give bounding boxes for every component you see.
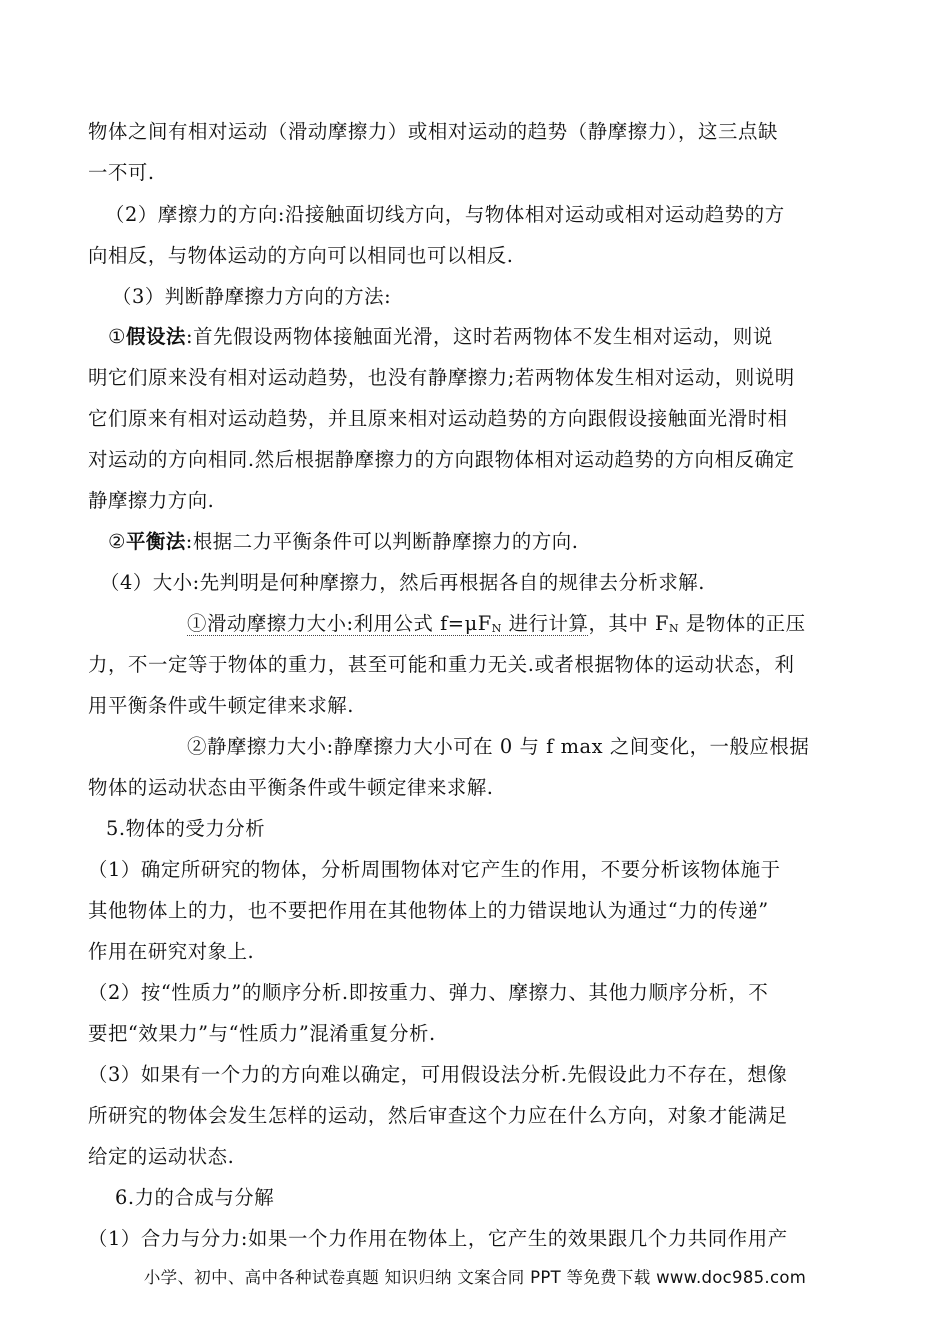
page-footer: 小学、初中、高中各种试卷真题 知识归纳 文案合同 PPT 等免费下载 www.doc985.com [143,1268,807,1287]
bold-term: 假设法 [125,325,186,348]
text-line: 对运动的方向相同.然后根据静摩擦力的方向跟物体相对运动趋势的方向相反确定 [88,448,795,471]
section-heading: 6.力的合成与分解 [115,1186,275,1209]
text-line-sliding-friction [187,610,950,643]
underlined-formula: ①滑动摩擦力大小:利用公式 f=μFN 进行计算 [187,612,589,635]
text-line: 给定的运动状态. [88,1145,235,1168]
text-line: 力，不一定等于物体的重力，甚至可能和重力无关.或者根据物体的运动状态，利 [88,653,795,676]
text-line: 要把“效果力”与“性质力”混淆重复分析. [88,1022,436,1045]
text-line-hypothesis-method [108,323,950,351]
text-span: 是物体的正压 [679,612,806,635]
text-line: 物体之间有相对运动（滑动摩擦力）或相对运动的趋势（静摩擦力），这三点缺 [88,120,778,143]
text-line: 用平衡条件或牛顿定律来求解. [88,694,354,717]
text-line: 静摩擦力方向. [88,489,215,512]
text-span: :首先假设两物体接触面光滑，这时若两物体不发生相对运动，则说 [185,325,773,348]
text-line: 物体的运动状态由平衡条件或牛顿定律来求解. [88,776,494,799]
text-line: 一不可. [88,161,155,184]
bold-term: 平衡法 [125,530,186,553]
text-line: ②静摩擦力大小:静摩擦力大小可在 0 与 f max 之间变化，一般应根据 [187,735,810,758]
section-heading: 5.物体的受力分析 [106,817,266,840]
subscript: N [668,622,680,635]
text-line: （3）如果有一个力的方向难以确定，可用假设法分析.先假设此力不存在，想像 [88,1063,788,1086]
text-line: 它们原来有相对运动趋势，并且原来相对运动趋势的方向跟假设接触面光滑时相 [88,407,788,430]
text-line: 明它们原来没有相对运动趋势，也没有静摩擦力;若两物体发生相对运动，则说明 [88,366,795,389]
text-line: （2）摩擦力的方向:沿接触面切线方向，与物体相对运动或相对运动趋势的方 [105,203,785,226]
text-line: （2）按“性质力”的顺序分析.即按重力、弹力、摩擦力、其他力顺序分析，不 [88,981,769,1004]
text-line: （4）大小:先判明是何种摩擦力，然后再根据各自的规律去分析求解. [100,571,705,594]
text-line: （1）合力与分力:如果一个力作用在物体上，它产生的效果跟几个力共同作用产 [88,1227,788,1250]
text-line: 向相反，与物体运动的方向可以相同也可以相反. [88,244,514,267]
text-span: ，其中 F [588,612,669,635]
text-line: 所研究的物体会发生怎样的运动，然后审查这个力应在什么方向，对象才能满足 [88,1104,788,1127]
text-line: 其他物体上的力，也不要把作用在其他物体上的力错误地认为通过“力的传递” [88,899,769,922]
text-span: :根据二力平衡条件可以判断静摩擦力的方向. [185,530,579,553]
circled-number: ① [108,325,126,348]
circled-number: ② [108,530,126,553]
text-line-balance-method [108,528,950,556]
text-line: 作用在研究对象上. [88,940,255,963]
text-line: （3）判断静摩擦力方向的方法: [112,285,392,308]
text-line: （1）确定所研究的物体，分析周围物体对它产生的作用，不要分析该物体施于 [88,858,781,881]
